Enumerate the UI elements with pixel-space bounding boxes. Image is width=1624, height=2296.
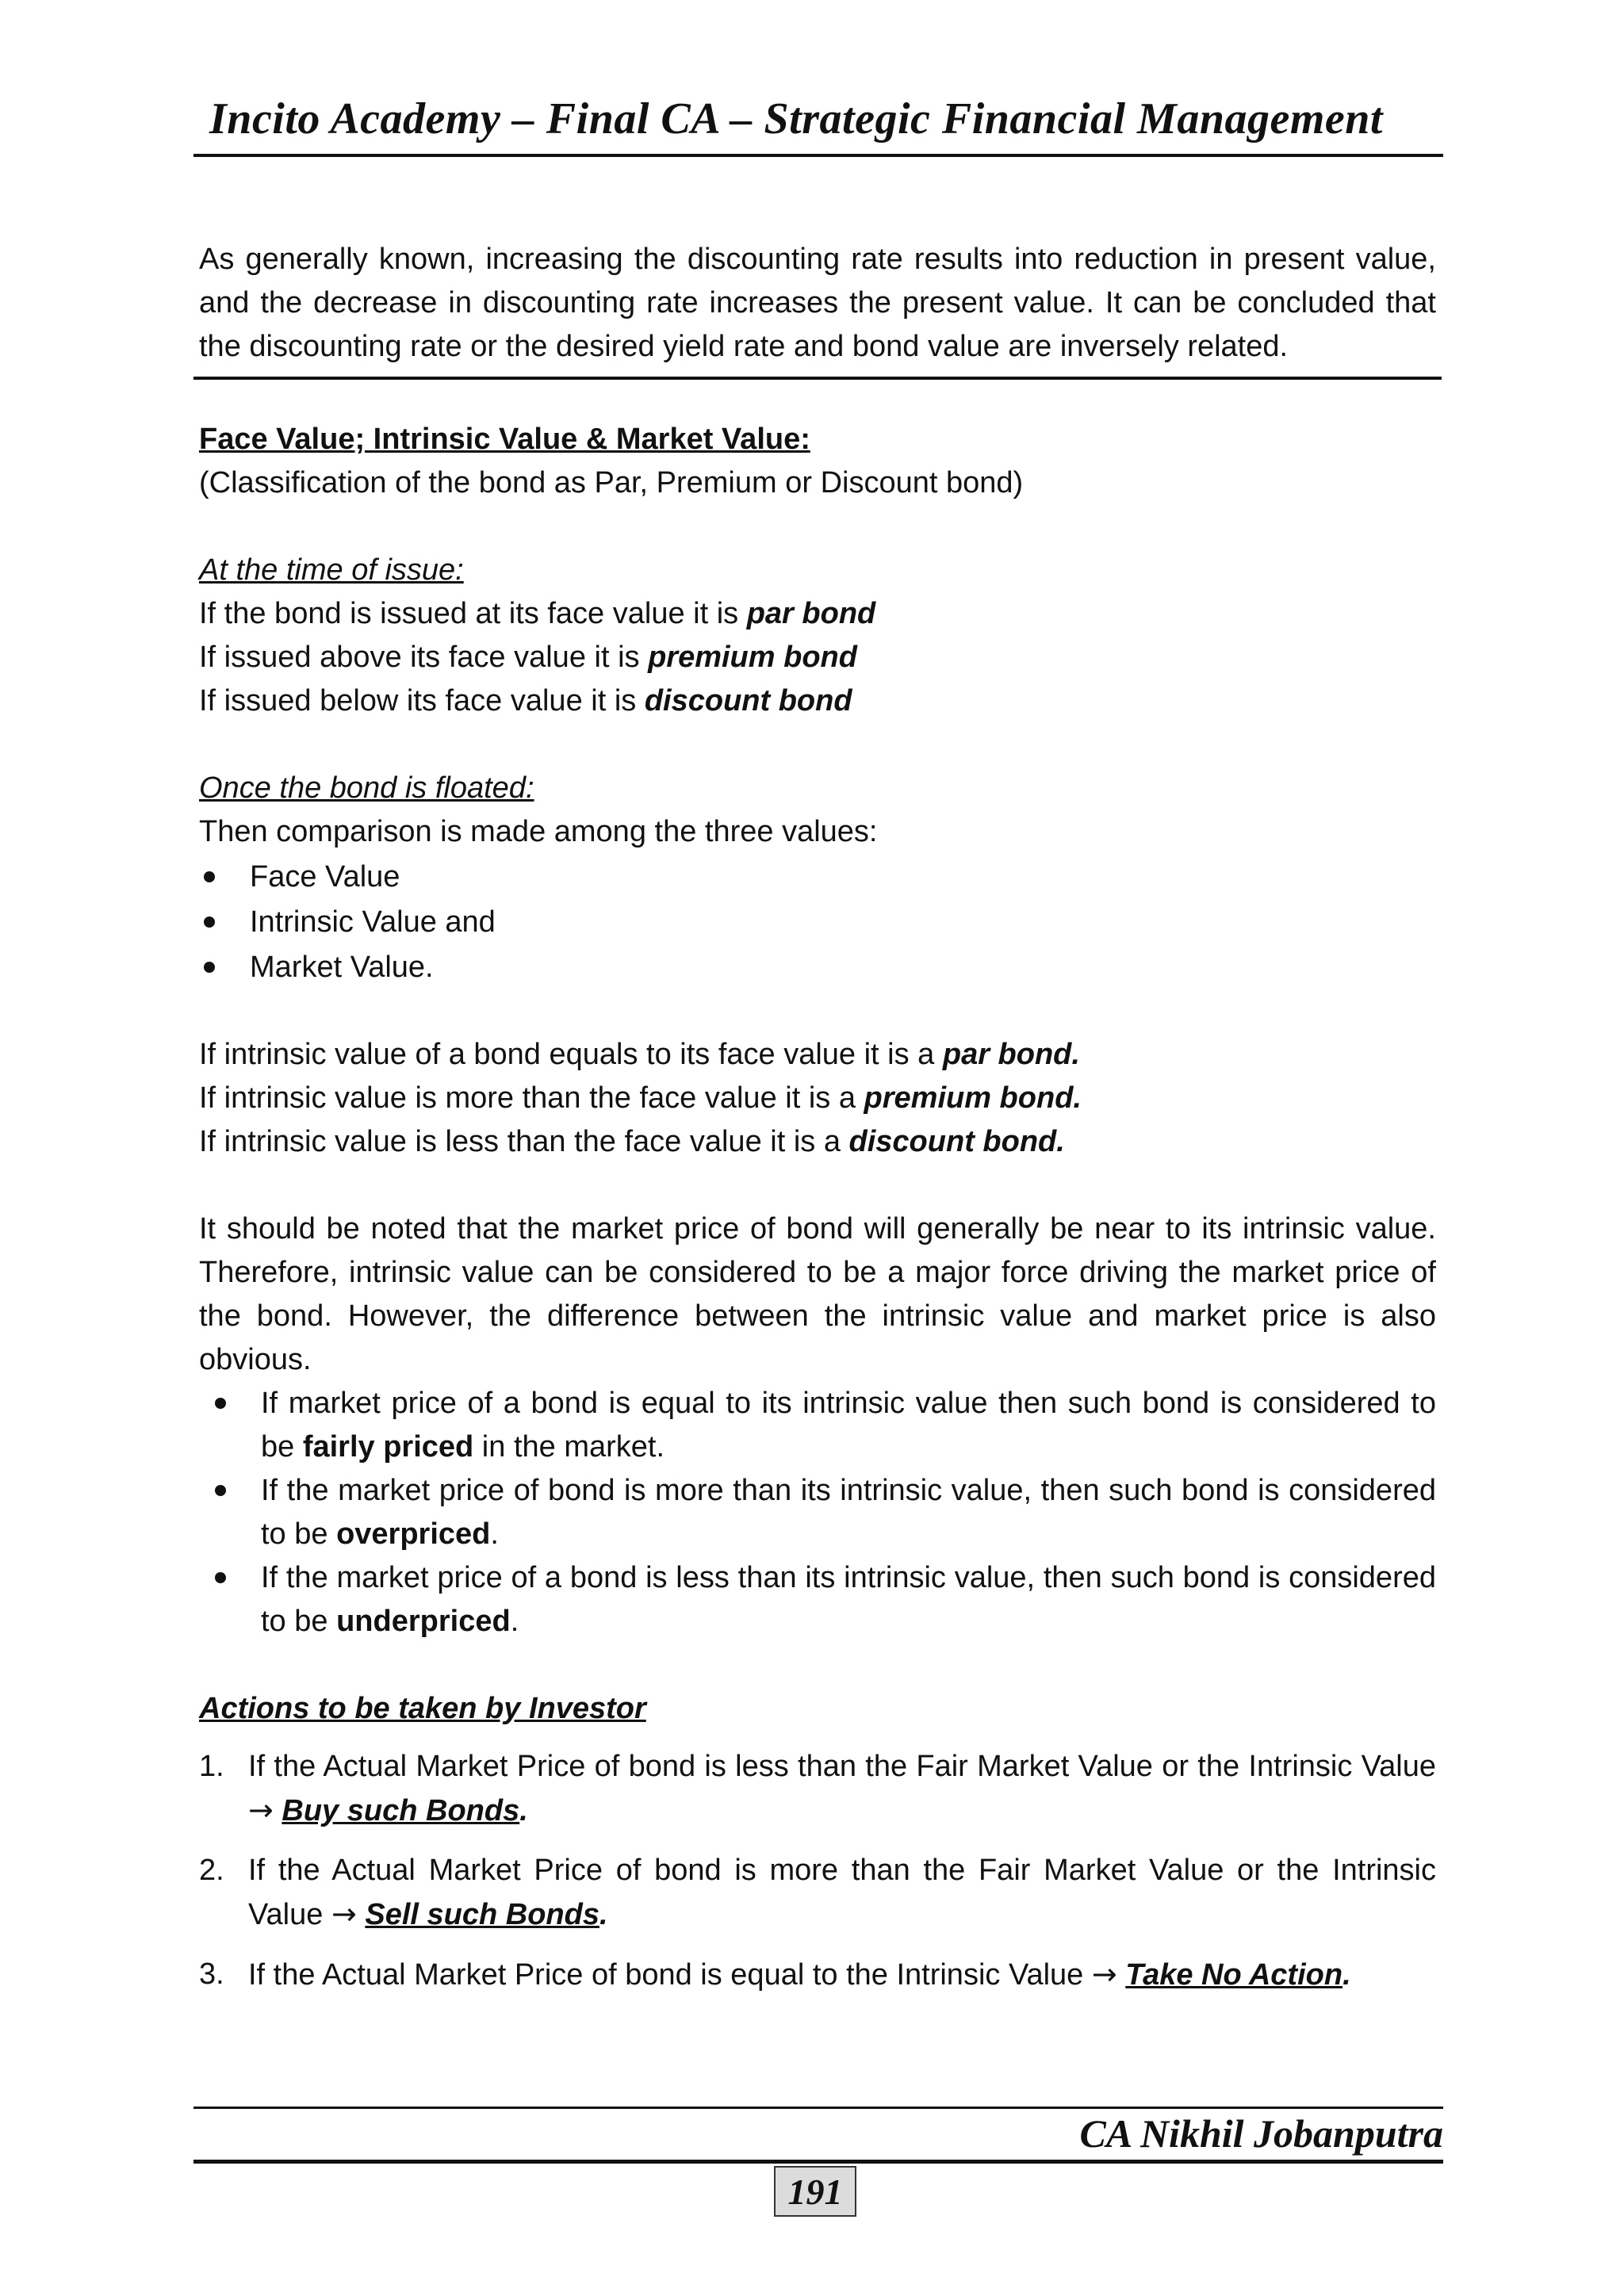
header-title: Incito Academy – Final CA – Strategic Financial Management: [209, 94, 1383, 144]
list-item: If the market price of a bond is less than its intrinsic value, then such bond is considered to be underpriced.: [199, 1556, 1436, 1644]
arrow-right-icon: →: [248, 1793, 274, 1827]
bullet-icon: [215, 1398, 226, 1409]
issue-line-discount: If issued below its face value it is discount bond: [199, 684, 852, 718]
intrinsic-line-discount: If intrinsic value is less than the face value it is a discount bond.: [199, 1125, 1065, 1158]
list-item: Intrinsic Value and: [199, 901, 1436, 944]
pricing-list: [199, 1382, 1436, 1644]
intrinsic-line-par: If intrinsic value of a bond equals to its face value it is a par bond.: [199, 1038, 1080, 1071]
bullet-icon: [215, 1572, 226, 1583]
page-body: [199, 238, 1436, 2013]
footer-author: CA Nikhil Jobanputra: [1079, 2111, 1443, 2156]
actions-list: [199, 1745, 1436, 1997]
issue-heading: At the time of issue:: [199, 553, 464, 587]
intro-paragraph: As generally known, increasing the discounting rate results into reduction in present value, and the decrease in discounting rate increases the present value. It can be concluded that the discounting rate or the desired yield rate and bond value are inversely related.: [199, 243, 1436, 363]
page-number: 191: [774, 2166, 856, 2217]
bullet-icon: [204, 916, 215, 928]
footer-rule-top: [193, 2107, 1443, 2109]
market-price-paragraph: It should be noted that the market price of bond will generally be near to its intrinsic value. Therefore, intrinsic value can be considered to be a major force driving the market price of the bond. However, the difference between the intrinsic value and market price is also obvious.: [199, 1212, 1436, 1376]
section-title-values: Face Value; Intrinsic Value & Market Value:: [199, 423, 810, 456]
list-item: Market Value.: [199, 946, 1436, 989]
issue-line-premium: If issued above its face value it is premium bond: [199, 641, 857, 674]
list-item: 2. If the Actual Market Price of bond is more than the Fair Market Value or the Intrinsic Value → Sell such Bonds.: [199, 1854, 1436, 1931]
issue-line-par: If the bond is issued at its face value it is par bond: [199, 597, 876, 630]
header-rule: [193, 154, 1443, 157]
list-item: Face Value: [199, 855, 1436, 899]
values-list: [199, 855, 1436, 989]
arrow-right-icon: →: [1091, 1957, 1117, 1992]
list-item: If the market price of bond is more than its intrinsic value, then such bond is considered to be overpriced.: [199, 1469, 1436, 1556]
list-item: If market price of a bond is equal to its intrinsic value then such bond is considered to be fairly priced in the market.: [199, 1382, 1436, 1469]
bullet-icon: [204, 962, 215, 973]
list-item: 1. If the Actual Market Price of bond is less than the Fair Market Value or the Intrinsic Value → Buy such Bonds.: [199, 1750, 1436, 1827]
floated-lead: Then comparison is made among the three values:: [199, 815, 878, 848]
footer-rule-bottom: [193, 2160, 1443, 2164]
list-item: 3. If the Actual Market Price of bond is equal to the Intrinsic Value → Take No Action.: [199, 1957, 1351, 1992]
bullet-icon: [204, 871, 215, 882]
floated-heading: Once the bond is floated:: [199, 771, 534, 805]
arrow-right-icon: →: [331, 1896, 357, 1931]
section-subtitle: (Classification of the bond as Par, Premium or Discount bond): [199, 466, 1024, 499]
intrinsic-line-premium: If intrinsic value is more than the face value it is a premium bond.: [199, 1081, 1082, 1115]
bullet-icon: [215, 1485, 226, 1496]
actions-title: Actions to be taken by Investor: [199, 1692, 646, 1725]
